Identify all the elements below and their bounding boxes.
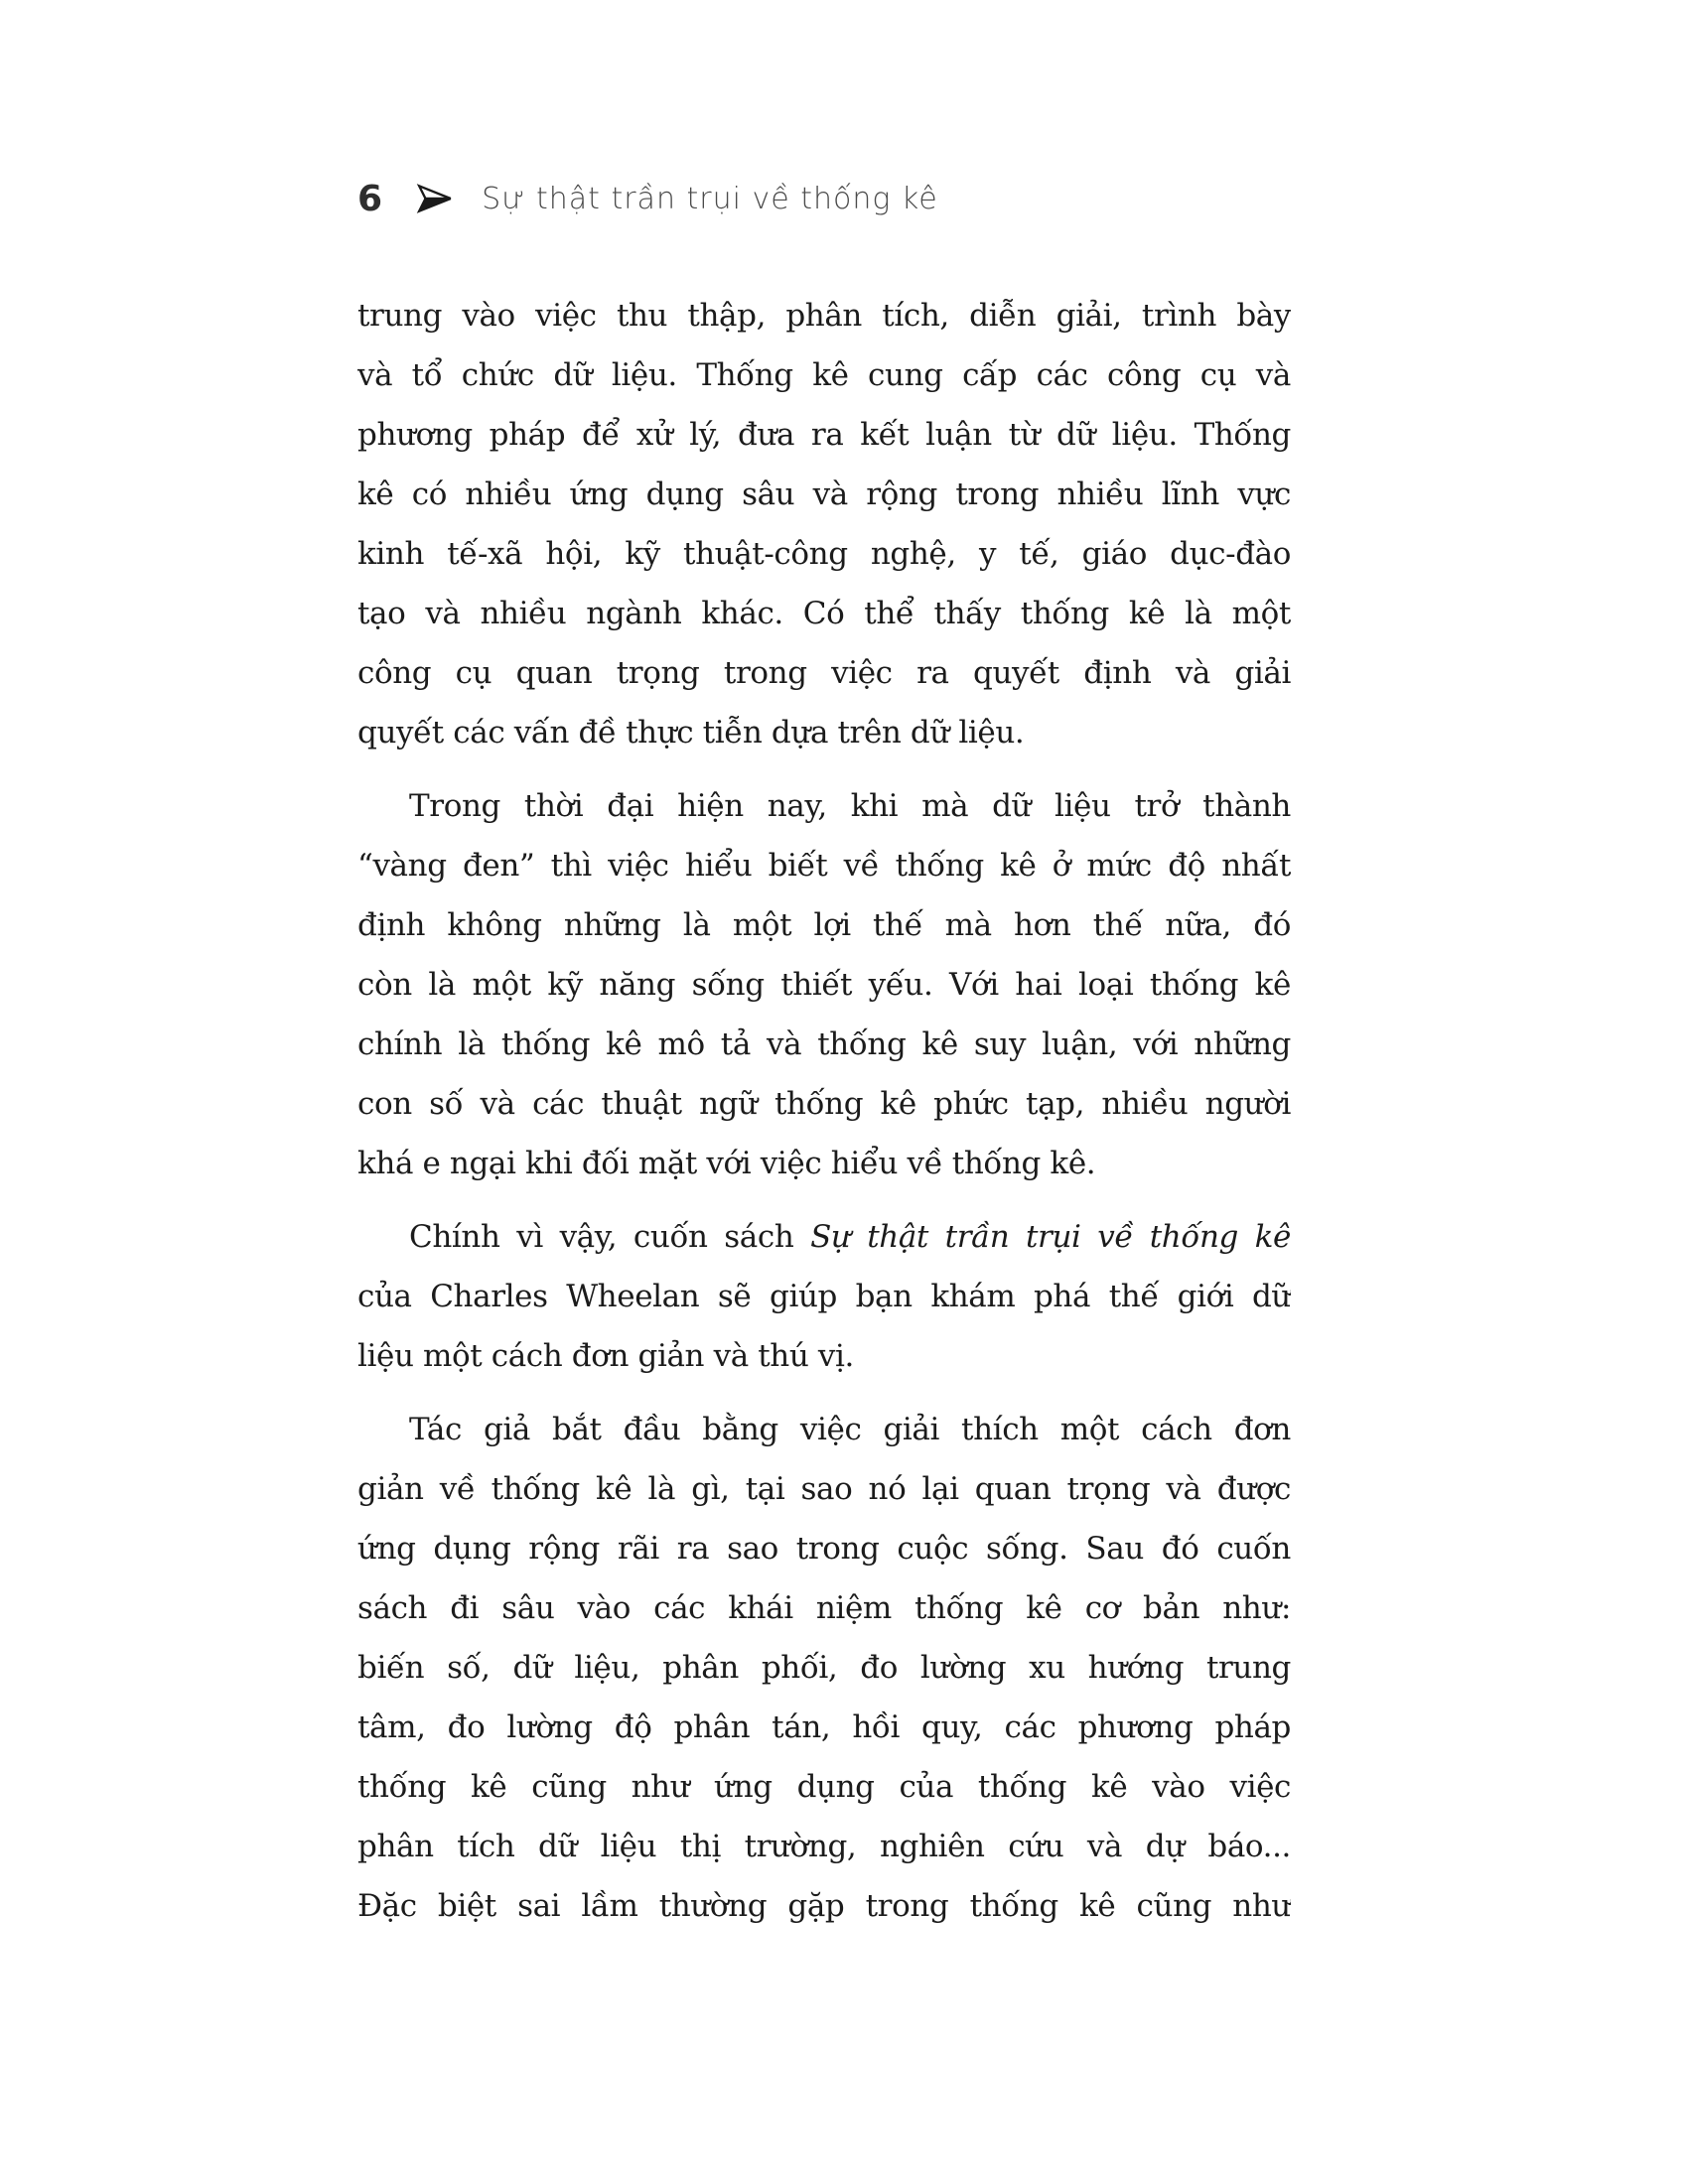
text-line: của Charles Wheelan sẽ giúp bạn khám phá thế giới dữ bbox=[357, 1279, 1291, 1314]
text-line: công cụ quan trọng trong việc ra quyết định và giải bbox=[357, 655, 1291, 691]
text-line: ứng dụng rộng rãi ra sao trong cuộc sống. Sau đó cuốn bbox=[357, 1531, 1291, 1567]
text-line: quyết các vấn đề thực tiễn dựa trên dữ liệu. bbox=[357, 715, 1025, 751]
paragraph-1 bbox=[357, 286, 1291, 762]
text-line: chính là thống kê mô tả và thống kê suy luận, với những bbox=[357, 1026, 1291, 1062]
text-line: liệu một cách đơn giản và thú vị. bbox=[357, 1338, 854, 1374]
paragraph-2 bbox=[357, 776, 1291, 1193]
text-line: và tổ chức dữ liệu. Thống kê cung cấp các công cụ và bbox=[357, 357, 1291, 393]
text-line: tâm, đo lường độ phân tán, hồi quy, các phương pháp bbox=[357, 1709, 1291, 1745]
paragraph-3 bbox=[357, 1207, 1291, 1386]
text-line: trung vào việc thu thập, phân tích, diễn giải, trình bày bbox=[357, 298, 1291, 334]
page-number: 6 bbox=[357, 178, 383, 219]
text-line: kê có nhiều ứng dụng sâu và rộng trong nhiều lĩnh vực bbox=[357, 477, 1291, 512]
text-line: biến số, dữ liệu, phân phối, đo lường xu hướng trung bbox=[357, 1650, 1291, 1686]
text-line: Trong thời đại hiện nay, khi mà dữ liệu trở thành bbox=[409, 788, 1291, 824]
text-line: kinh tế-xã hội, kỹ thuật-công nghệ, y tế, giáo dục-đào bbox=[357, 536, 1291, 572]
text-line: con số và các thuật ngữ thống kê phức tạp, nhiều người bbox=[357, 1086, 1291, 1122]
paragraph-4 bbox=[357, 1400, 1291, 1936]
text-line: còn là một kỹ năng sống thiết yếu. Với hai loại thống kê bbox=[357, 967, 1291, 1003]
text-line: phân tích dữ liệu thị trường, nghiên cứu và dự báo... bbox=[357, 1829, 1291, 1864]
text-line: giản về thống kê là gì, tại sao nó lại quan trọng và được bbox=[357, 1471, 1291, 1507]
text-line-with-book-title bbox=[357, 1207, 1291, 1267]
text-line: phương pháp để xử lý, đưa ra kết luận từ dữ liệu. Thống bbox=[357, 417, 1291, 453]
arrow-right-icon bbox=[416, 183, 454, 214]
page-body bbox=[357, 286, 1291, 1936]
text-line: khá e ngại khi đối mặt với việc hiểu về thống kê. bbox=[357, 1146, 1096, 1181]
text-line: Tác giả bắt đầu bằng việc giải thích một cách đơn bbox=[409, 1412, 1291, 1447]
text-line: Đặc biệt sai lầm thường gặp trong thống kê cũng như bbox=[357, 1888, 1291, 1924]
running-book-title: Sự thật trần trụi về thống kê bbox=[482, 181, 938, 216]
text-line: “vàng đen” thì việc hiểu biết về thống kê ở mức độ nhất bbox=[357, 848, 1291, 884]
page-header bbox=[357, 177, 1291, 220]
text-line: sách đi sâu vào các khái niệm thống kê cơ bản như: bbox=[357, 1590, 1291, 1626]
text-line: định không những là một lợi thế mà hơn thế nữa, đó bbox=[357, 907, 1291, 943]
text-line: thống kê cũng như ứng dụng của thống kê vào việc bbox=[357, 1769, 1291, 1805]
text-segment: Chính vì vậy, cuốn sách bbox=[409, 1219, 811, 1255]
book-title-italic: Sự thật trần trụi về thống kê bbox=[810, 1219, 1291, 1255]
text-line: tạo và nhiều ngành khác. Có thể thấy thống kê là một bbox=[357, 596, 1291, 631]
